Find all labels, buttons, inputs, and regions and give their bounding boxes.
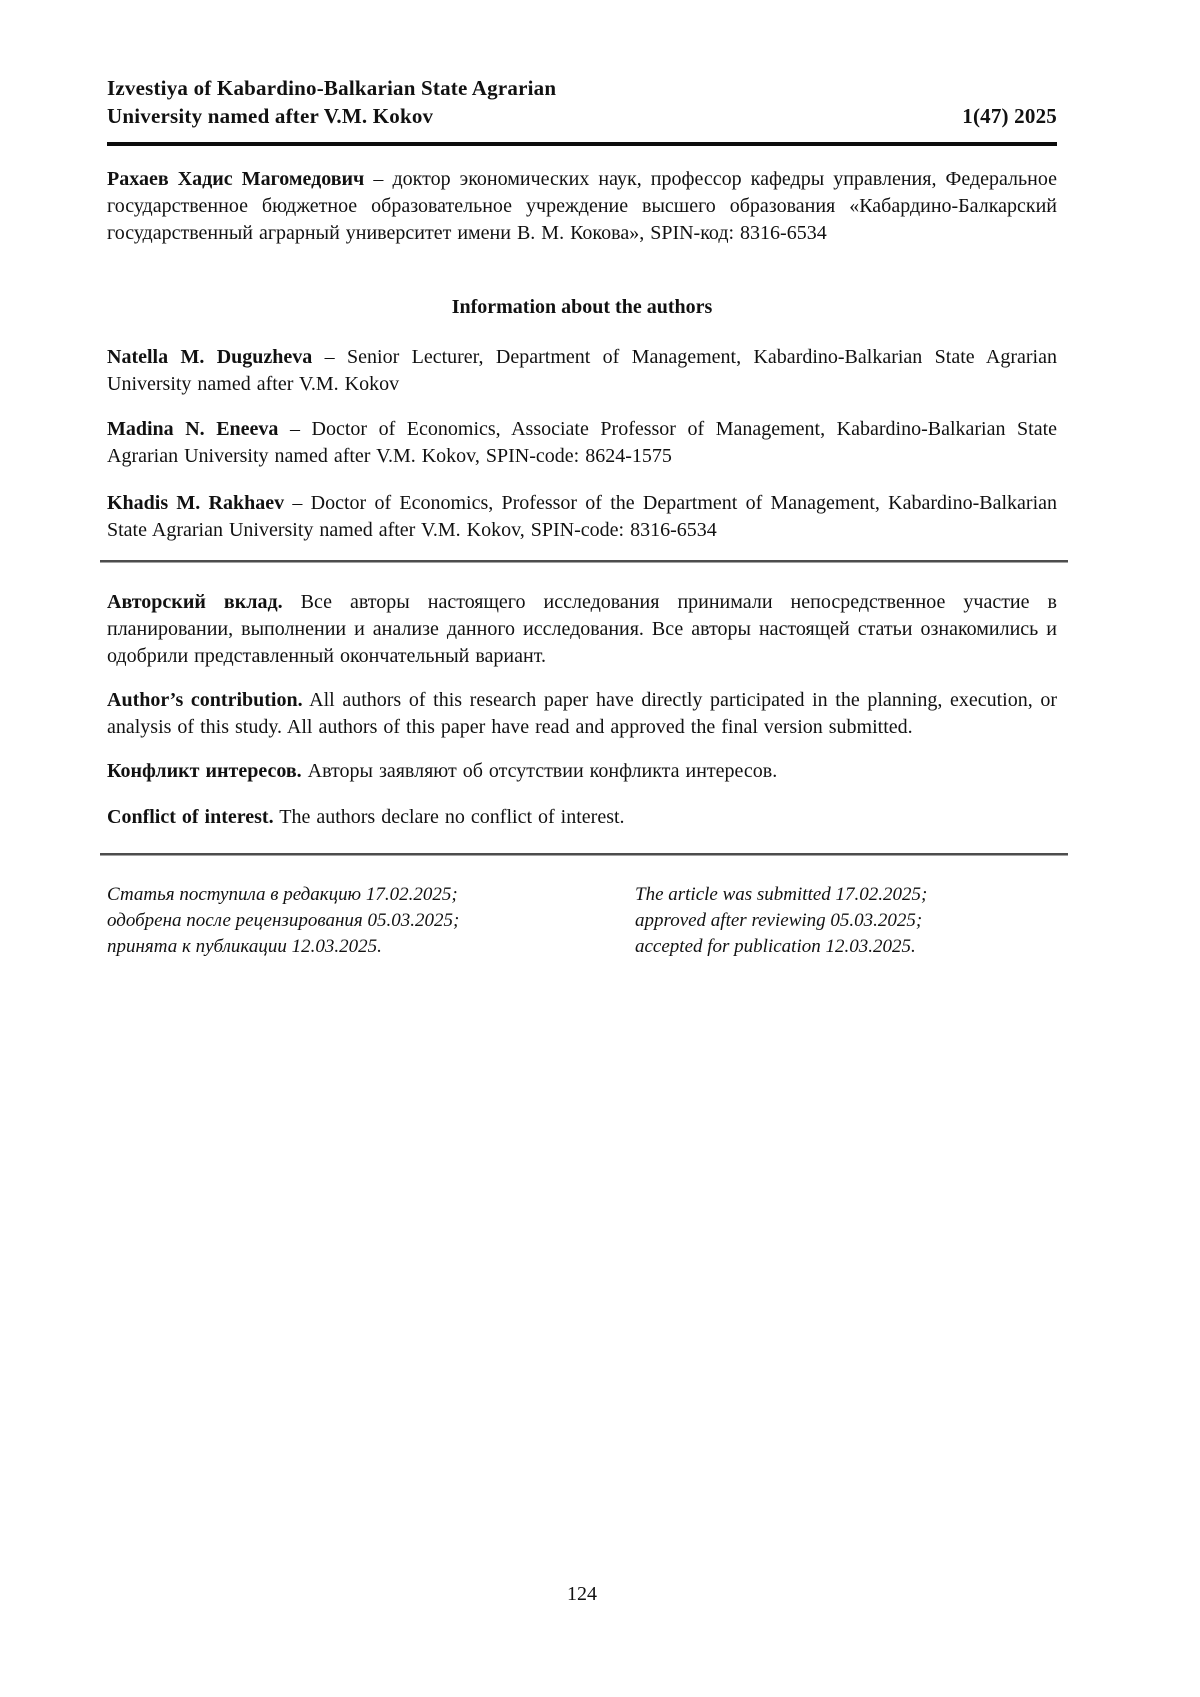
author-en-name-1: Natella M. Duguzheva bbox=[107, 346, 313, 368]
header-row bbox=[107, 102, 1057, 130]
author-en-description-1: – Senior Lecturer, Department of Management, Kabardino-Balkarian State Agrarian University named after V.M. Kokov bbox=[107, 346, 1057, 395]
page-number: 124 bbox=[567, 1583, 597, 1605]
conflict-en-text: The authors declare no conflict of interest. bbox=[273, 806, 625, 828]
contribution-ru-label: Авторский вклад. bbox=[107, 591, 283, 613]
contribution-ru-text: Все авторы настоящего исследования принимали непосредственное участие в планировании, выполнении и анализе данного исследования. Все авторы настоящей статьи ознакомились и одобрили представленный окончательный вариант. bbox=[107, 591, 1057, 667]
separator-rule-2 bbox=[100, 853, 1068, 856]
author-en-name-3: Khadis M. Rakhaev bbox=[107, 492, 285, 514]
author-ru-paragraph bbox=[107, 166, 1057, 247]
author-ru-name: Рахаев Хадис Магомедович bbox=[107, 168, 365, 190]
conflict-ru-text: Авторы заявляют об отсутствии конфликта интересов. bbox=[301, 760, 778, 782]
date-line-ru-accepted: принята к публикации 12.03.2025. bbox=[107, 936, 382, 957]
contribution-en-paragraph bbox=[107, 687, 1057, 741]
author-en-paragraph-2 bbox=[107, 416, 1057, 470]
journal-title-line2: University named after V.M. Kokov bbox=[107, 104, 434, 128]
submission-dates-en bbox=[635, 882, 1057, 960]
contribution-en-text: All authors of this research paper have directly participated in the planning, execution, or analysis of this study. All authors of this paper have read and approved the final version submitted. bbox=[107, 689, 1058, 738]
journal-title-line1: Izvestiya of Kabardino-Balkarian State Agrarian bbox=[107, 76, 557, 100]
date-line-en-approved: approved after reviewing 05.03.2025; bbox=[635, 910, 923, 931]
date-line-en-accepted: accepted for publication 12.03.2025. bbox=[635, 936, 916, 957]
separator-rule-1 bbox=[100, 560, 1068, 563]
conflict-ru-label: Конфликт интересов. bbox=[107, 760, 302, 782]
page-header bbox=[107, 74, 1057, 146]
conflict-en-paragraph bbox=[107, 804, 1057, 831]
date-line-ru-submitted: Статья поступила в редакцию 17.02.2025; bbox=[107, 884, 458, 905]
author-en-paragraph-1 bbox=[107, 344, 1057, 398]
contribution-ru-paragraph bbox=[107, 589, 1057, 670]
issue-number: 1(47) 2025 bbox=[962, 104, 1057, 128]
contribution-en-label: Author’s contribution. bbox=[107, 689, 303, 711]
header-rule bbox=[107, 142, 1057, 146]
date-line-en-submitted: The article was submitted 17.02.2025; bbox=[635, 884, 928, 905]
conflict-ru-paragraph bbox=[107, 758, 1057, 785]
conflict-en-label: Conflict of interest. bbox=[107, 806, 274, 828]
page-content bbox=[107, 0, 1057, 960]
date-line-ru-approved: одобрена после рецензирования 05.03.2025; bbox=[107, 910, 460, 931]
author-en-name-2: Madina N. Eneeva bbox=[107, 418, 279, 440]
author-en-description-3: – Doctor of Economics, Professor of the Department of Management, Kabardino-Balkarian State Agrarian University named after V.M. Kokov, SPIN-code: 8316-6534 bbox=[107, 492, 1057, 541]
submission-dates-ru bbox=[107, 882, 635, 960]
submission-dates bbox=[107, 882, 1057, 960]
authors-section-heading: Information about the authors bbox=[451, 296, 713, 318]
author-en-paragraph-3 bbox=[107, 490, 1057, 544]
author-en-description-2: – Doctor of Economics, Associate Professor of Management, Kabardino-Balkarian State Agrarian University named after V.M. Kokov, SPIN-code: 8624-1575 bbox=[107, 418, 1058, 467]
author-ru-description: – доктор экономических наук, профессор кафедры управления, Федеральное государственное бюджетное образовательное учреждение высшего образования «Кабардино-Балкарский государственный аграрный университет имени В. М. Кокова», SPIN-код: 8316-6534 bbox=[107, 168, 1057, 244]
